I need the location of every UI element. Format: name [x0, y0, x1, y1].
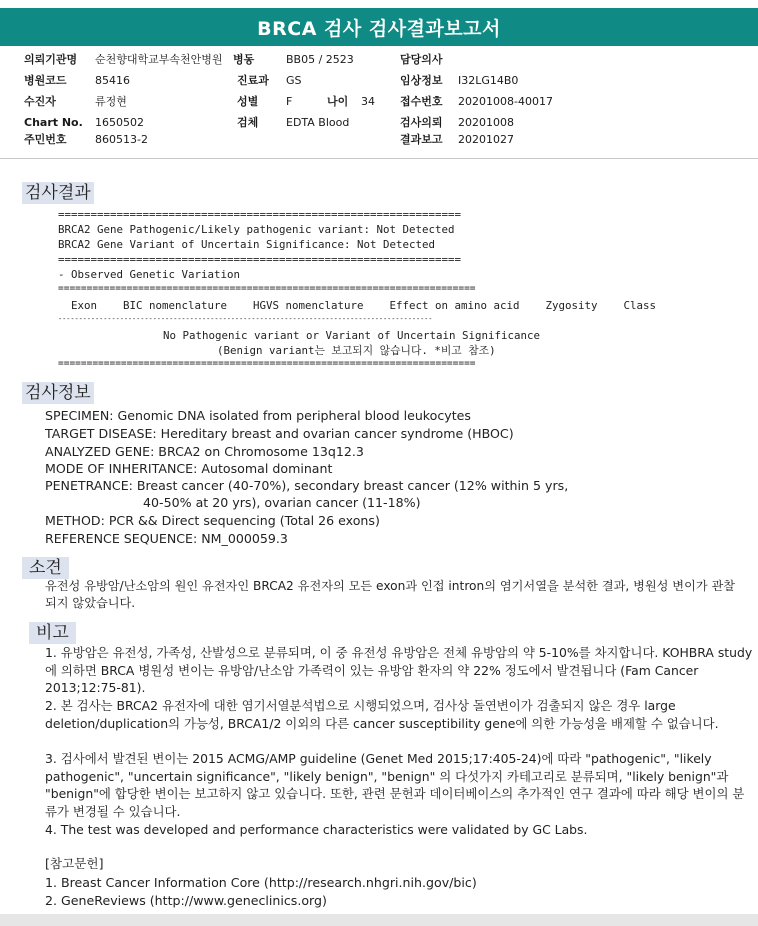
- results-heading: 검사결과: [22, 182, 94, 204]
- institution-label: 의뢰기관명: [24, 53, 78, 66]
- sex-label: 성별: [237, 95, 259, 108]
- dept-value: GS: [286, 74, 302, 87]
- ward-label: 병동: [233, 53, 255, 66]
- doctor-label: 담당의사: [400, 53, 443, 66]
- clinical-value: I32LG14B0: [458, 74, 519, 87]
- remarks-heading: 비고: [29, 622, 76, 644]
- remark-2: 2. 본 검사는 BRCA2 유전자에 대한 염기서열분석법으로 시행되었으며, 검사상 돌연변이가 검출되지 않은 경우 large deletion/duplication의 가능성, BRCA1/2 이외의 다른 cancer susceptibility gene에 의한 가능성을 배제할 수 없습니다.: [45, 698, 719, 731]
- results-rule: ==============================================================: [58, 208, 462, 221]
- receipt-value: 20201008-40017: [458, 95, 553, 108]
- age-label: 나이: [327, 95, 349, 108]
- target-disease-line: TARGET DISEASE: Hereditary breast and ovarian cancer syndrome (HBOC): [45, 426, 514, 441]
- hospital-code-label: 병원코드: [24, 74, 67, 87]
- remark-4: 4. The test was developed and performance characteristics were validated by GC Labs.: [45, 822, 588, 837]
- remark-3: 3. 검사에서 발견된 변이는 2015 ACMG/AMP guideline (Genet Med 2015;17:405-24)에 따라 "pathogenic", "likely pathogenic", "uncertain significance", "likely benign", "benign" 의 다섯가지 카테고리로 분류되며, "likely benign"과 "benign"에 합당한 변이는 보고하지 않고 있습니다. 또한, 관련 문헌과 데이터베이스의 추가적인 연구 결과에 따라 해당 변이의 분류가 변경될 수 있습니다.: [45, 751, 745, 820]
- method-line: METHOD: PCR && Direct sequencing (Total 26 exons): [45, 513, 380, 528]
- receipt-label: 접수번호: [400, 95, 443, 108]
- chart-value: 1650502: [95, 116, 144, 129]
- observed-variation-label: - Observed Genetic Variation: [58, 268, 241, 281]
- info-row: [0, 52, 758, 68]
- table-dash-rule: -------------------------------------------------------------------------------------------: [58, 315, 433, 323]
- hospital-code-value: 85416: [95, 74, 130, 87]
- age-value: 34: [361, 95, 375, 108]
- report-value: 20201027: [458, 133, 514, 146]
- benign-note-line: (Benign variant는 보고되지 않습니다. *비고 참조): [217, 344, 496, 357]
- id-value: 860513-2: [95, 133, 148, 146]
- dept-label: 진료과: [237, 74, 269, 87]
- chart-label: Chart No.: [24, 116, 83, 129]
- inheritance-line: MODE OF INHERITANCE: Autosomal dominant: [45, 461, 333, 476]
- table-rule: =========================================================================: [58, 358, 476, 369]
- specimen-value: EDTA Blood: [286, 116, 350, 129]
- reference-sequence-line: REFERENCE SEQUENCE: NM_000059.3: [45, 531, 288, 546]
- specimen-label: 검체: [237, 116, 259, 129]
- info-row: [0, 115, 758, 131]
- request-value: 20201008: [458, 116, 514, 129]
- info-row: [0, 73, 758, 89]
- clinical-label: 임상정보: [400, 74, 443, 87]
- report-title: BRCA 검사 검사결과보고서: [0, 8, 758, 46]
- reference-1: 1. Breast Cancer Information Core (http://research.nhgri.nih.gov/bic): [45, 875, 477, 890]
- table-rule: =========================================================================: [58, 283, 476, 294]
- variant-table-header: Exon BIC nomenclature HGVS nomenclature Effect on amino acid Zygosity Class: [58, 299, 657, 312]
- analyzed-gene-line: ANALYZED GENE: BRCA2 on Chromosome 13q12.3: [45, 444, 364, 459]
- penetrance-line-cont: 40-50% at 20 yrs), ovarian cancer (11-18%): [143, 495, 421, 510]
- results-line-vus: BRCA2 Gene Variant of Uncertain Significance: Not Detected: [58, 238, 436, 251]
- opinion-text: 유전성 유방암/난소암의 원인 유전자인 BRCA2 유전자의 모든 exon과 인접 intron의 염기서열을 분석한 결과, 병원성 변이가 관찰되지 않았습니다.: [45, 579, 736, 610]
- specimen-line: SPECIMEN: Genomic DNA isolated from peripheral blood leukocytes: [45, 408, 471, 423]
- penetrance-line: PENETRANCE: Breast cancer (40-70%), secondary breast cancer (12% within 5 yrs,: [45, 478, 569, 493]
- info-row: [0, 94, 758, 110]
- patient-value: 류정현: [95, 95, 127, 108]
- sex-value: F: [286, 95, 293, 108]
- test-info-heading: 검사정보: [22, 382, 94, 404]
- references-title: [참고문헌]: [45, 856, 104, 871]
- report-label: 결과보고: [400, 133, 443, 146]
- results-line-pathogenic: BRCA2 Gene Pathogenic/Likely pathogenic variant: Not Detected: [58, 223, 455, 236]
- reference-2: 2. GeneReviews (http://www.geneclinics.org): [45, 893, 327, 908]
- request-label: 검사의뢰: [400, 116, 443, 129]
- info-row: [0, 132, 758, 148]
- patient-label: 수진자: [24, 95, 56, 108]
- ward-value: BB05 / 2523: [286, 53, 354, 66]
- bottom-scroll-strip: [0, 914, 758, 926]
- results-rule: ==============================================================: [58, 253, 462, 266]
- remark-1: 1. 유방암은 유전성, 가족성, 산발성으로 분류되며, 이 중 유전성 유방암은 전체 유방암의 약 5-10%를 차지합니다. KOHBRA study에 의하면 BRCA 병원성 변이는 유방암/난소암 가족력이 있는 유방암 환자의 약 22% 정도에서 발견됩니다 (Fam Cancer 2013;12:75-81).: [45, 645, 753, 696]
- no-variant-line: No Pathogenic variant or Variant of Uncertain Significance: [163, 329, 541, 342]
- id-label: 주민번호: [24, 133, 67, 146]
- institution-value: 순천향대학교부속천안병원: [95, 53, 223, 66]
- opinion-heading: 소견: [22, 557, 69, 579]
- patient-info-block: [0, 52, 758, 152]
- header-divider: [0, 158, 758, 159]
